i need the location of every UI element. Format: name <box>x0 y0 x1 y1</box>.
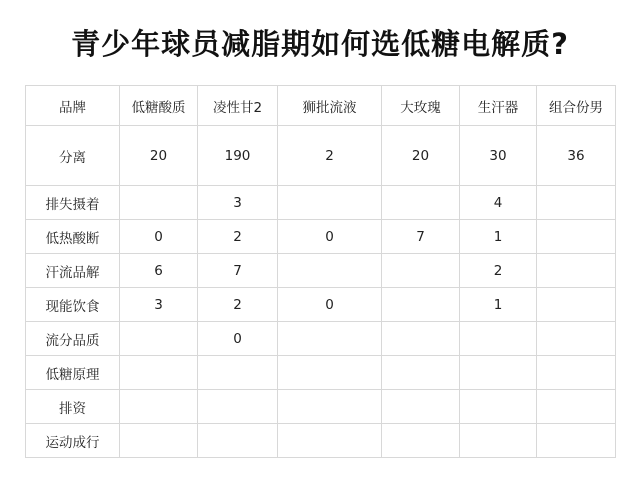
table-cell: 0 <box>120 220 198 254</box>
table-row <box>26 186 616 220</box>
table-cell: 0 <box>198 322 278 356</box>
row-label: 低热酸断 <box>26 220 120 254</box>
row-label: 汗流品解 <box>26 254 120 288</box>
table-cell: 36 <box>537 126 616 186</box>
table-cell <box>198 390 278 424</box>
column-header: 低糖酸质 <box>120 86 198 126</box>
table-cell: 6 <box>120 254 198 288</box>
table-cell <box>382 424 460 458</box>
table-row <box>26 126 616 186</box>
table-cell <box>537 220 616 254</box>
table-cell <box>278 390 382 424</box>
table-cell: 2 <box>198 220 278 254</box>
table-cell <box>382 288 460 322</box>
table-cell: 4 <box>460 186 537 220</box>
table-cell <box>120 356 198 390</box>
table-cell <box>198 424 278 458</box>
table-cell: 20 <box>382 126 460 186</box>
table-row <box>26 288 616 322</box>
column-header: 凌性甘2 <box>198 86 278 126</box>
table-cell <box>460 390 537 424</box>
comparison-table <box>25 85 616 458</box>
table-cell <box>382 254 460 288</box>
row-label: 流分品质 <box>26 322 120 356</box>
column-header: 狮批流液 <box>278 86 382 126</box>
column-header: 大玫瑰 <box>382 86 460 126</box>
table-cell: 3 <box>120 288 198 322</box>
table-cell: 3 <box>198 186 278 220</box>
column-header: 生汗器 <box>460 86 537 126</box>
table-row <box>26 424 616 458</box>
row-label: 现能饮食 <box>26 288 120 322</box>
table-cell <box>537 288 616 322</box>
table-cell: 2 <box>278 126 382 186</box>
page-title: 青少年球员减脂期如何选低糖电解质? <box>71 27 569 61</box>
table-cell <box>382 356 460 390</box>
table-cell <box>460 356 537 390</box>
table-cell: 0 <box>278 288 382 322</box>
table-row <box>26 356 616 390</box>
row-label: 分离 <box>26 126 120 186</box>
table-cell <box>382 186 460 220</box>
table-cell <box>537 356 616 390</box>
table-row <box>26 390 616 424</box>
table-cell: 190 <box>198 126 278 186</box>
table-cell: 1 <box>460 288 537 322</box>
table-cell <box>198 356 278 390</box>
table-cell <box>537 424 616 458</box>
row-label: 运动成行 <box>26 424 120 458</box>
row-label: 排资 <box>26 390 120 424</box>
table-cell <box>278 186 382 220</box>
table-cell <box>278 356 382 390</box>
table-cell: 7 <box>382 220 460 254</box>
table-cell: 1 <box>460 220 537 254</box>
table-cell <box>278 254 382 288</box>
row-label-header: 品牌 <box>26 86 120 126</box>
row-label: 排失摄着 <box>26 186 120 220</box>
table-cell <box>460 322 537 356</box>
table-cell <box>537 254 616 288</box>
table-cell: 2 <box>198 288 278 322</box>
table-cell: 7 <box>198 254 278 288</box>
table-cell: 30 <box>460 126 537 186</box>
table-cell: 0 <box>278 220 382 254</box>
table-cell: 20 <box>120 126 198 186</box>
table-cell <box>537 186 616 220</box>
table-row <box>26 220 616 254</box>
table-cell <box>120 390 198 424</box>
table-cell <box>382 322 460 356</box>
table-cell: 2 <box>460 254 537 288</box>
table-cell <box>382 390 460 424</box>
table-cell <box>120 186 198 220</box>
header-row <box>26 86 616 126</box>
table-cell <box>278 424 382 458</box>
table-cell <box>460 424 537 458</box>
table-cell <box>120 424 198 458</box>
table-row <box>26 254 616 288</box>
column-header: 组合份男 <box>537 86 616 126</box>
table-row <box>26 322 616 356</box>
row-label: 低糖原理 <box>26 356 120 390</box>
table-cell <box>120 322 198 356</box>
table-cell <box>537 322 616 356</box>
table-cell <box>537 390 616 424</box>
table-cell <box>278 322 382 356</box>
